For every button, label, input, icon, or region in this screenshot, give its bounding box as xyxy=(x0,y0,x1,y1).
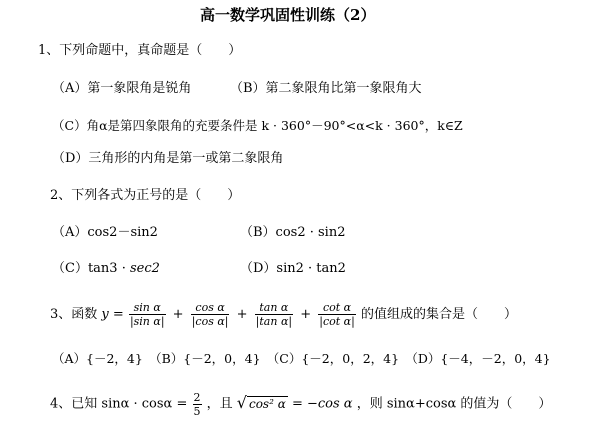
fraction-denominator: 5 xyxy=(193,404,201,418)
fraction-cos xyxy=(191,301,230,328)
question-3-stem xyxy=(50,298,517,332)
question-1-option-a: （A）第一象限角是锐角 xyxy=(52,81,192,96)
plus-sign: + xyxy=(300,307,312,322)
fraction-sin-denominator: |sin α| xyxy=(129,315,165,328)
question-4-mid: ，且 xyxy=(206,396,237,412)
question-2-option-c-prefix: （C）tan3 · xyxy=(52,261,130,276)
question-1-option-c: （C）角α是第四象限角的充要条件是 k · 360°－90°<α<k · 360°，k∈Z xyxy=(52,118,463,133)
function-y: y xyxy=(101,307,109,322)
fraction-tan-denominator: |tan α| xyxy=(255,315,293,328)
fraction-cot-denominator: |cot α| xyxy=(319,315,355,328)
question-2-option-c xyxy=(52,260,160,278)
fraction-sin xyxy=(129,301,166,328)
plus-sign: + xyxy=(172,307,184,322)
fraction-cos-denominator: |cos α| xyxy=(191,315,229,328)
question-4-prefix: 4、已知 sinα · cosα = xyxy=(50,396,192,412)
fraction-sin-numerator: sin α xyxy=(133,301,161,314)
question-1-stem: 1、下列命题中，真命题是（ ） xyxy=(38,43,242,58)
question-3-prefix: 3、函数 xyxy=(50,307,102,322)
equals-sign: = xyxy=(108,307,128,322)
question-4-rhs: = −cos α xyxy=(291,396,353,412)
fraction-cot-numerator: cot α xyxy=(322,301,352,314)
square-root-body: cos² α xyxy=(248,397,286,411)
question-1-option-d: （D）三角形的内角是第一或第二象限角 xyxy=(52,151,284,166)
question-2-option-b: （B）cos2 · sin2 xyxy=(240,225,346,240)
square-root xyxy=(237,388,288,420)
question-4-stem xyxy=(50,388,551,420)
fraction-cos-numerator: cos α xyxy=(195,301,225,314)
page-title: 高一数学巩固性训练（2） xyxy=(200,6,376,24)
question-2-option-c-sec: sec2 xyxy=(129,261,160,276)
question-2-option-a: （A）cos2－sin2 xyxy=(52,225,158,240)
fraction-cot xyxy=(318,301,356,328)
fraction-two-fifths xyxy=(193,391,202,418)
plus-sign: + xyxy=(236,307,248,322)
fraction-tan xyxy=(255,301,293,328)
radical-sign-icon: √ xyxy=(236,393,247,412)
question-3-suffix: 的值组成的集合是（ ） xyxy=(360,307,517,322)
question-2-option-d: （D）sin2 · tan2 xyxy=(240,261,346,276)
question-3-options: （A）{－2，4} （B）{－2，0，4} （C）{－2，0，2，4} （D）{－4，－2，0，4} xyxy=(52,351,551,366)
fraction-tan-numerator: tan α xyxy=(259,301,289,314)
question-2-stem: 2、下列各式为正号的是（ ） xyxy=(50,188,241,203)
fraction-numerator: 2 xyxy=(193,390,201,404)
question-1-option-b: （B）第二象限角比第一象限角大 xyxy=(230,81,422,96)
question-4-suffix: ，则 sinα+cosα 的值为（ ） xyxy=(356,396,552,412)
